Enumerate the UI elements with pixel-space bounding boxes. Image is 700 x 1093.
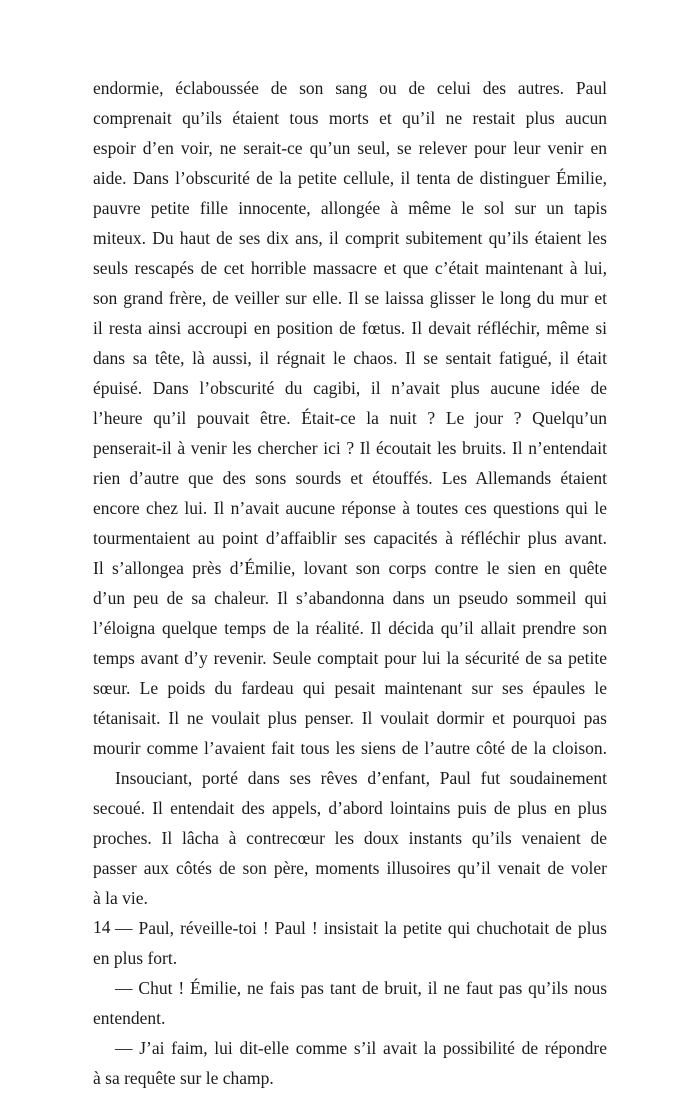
text-line: passer aux côtés de son père, moments illusoires qu’il venait de voler <box>93 858 607 878</box>
text-line: l’heure qu’il pouvait être. Était-ce la nuit ? Le jour ? Quelqu’un <box>93 408 607 428</box>
text-line: à sa requête sur le champ. <box>93 1068 274 1088</box>
page-number: 14 <box>93 917 111 937</box>
text-line: secoué. Il entendait des appels, d’abord lointains puis de plus en plus <box>93 798 607 818</box>
text-line: — Chut ! Émilie, ne fais pas tant de bruit, il ne faut pas qu’ils nous <box>115 978 607 998</box>
body-text <box>93 73 607 1093</box>
text-line: son grand frère, de veiller sur elle. Il se laissa glisser le long du mur et <box>93 288 607 308</box>
text-line: Insouciant, porté dans ses rêves d’enfant, Paul fut soudainement <box>115 768 607 788</box>
text-line: espoir d’en voir, ne serait-ce qu’un seul, se relever pour leur venir en <box>93 138 607 158</box>
text-line: entendent. <box>93 1008 166 1028</box>
text-line: — Paul, réveille-toi ! Paul ! insistait la petite qui chuchotait de plus <box>115 918 607 938</box>
text-line: Il s’allongea près d’Émilie, lovant son corps contre le sien en quête <box>93 558 607 578</box>
text-line: rien d’autre que des sons sourds et étouffés. Les Allemands étaient <box>93 468 607 488</box>
text-line: encore chez lui. Il n’avait aucune réponse à toutes ces questions qui le <box>93 498 607 518</box>
text-line: temps avant d’y revenir. Seule comptait pour lui la sécurité de sa petite <box>93 648 607 668</box>
text-line: l’éloigna quelque temps de la réalité. Il décida qu’il allait prendre son <box>93 618 607 638</box>
text-line: penserait-il à venir les chercher ici ? Il écoutait les bruits. Il n’entendait <box>93 438 607 458</box>
text-line: miteux. Du haut de ses dix ans, il comprit subitement qu’ils étaient les <box>93 228 607 248</box>
text-line: — J’ai faim, lui dit-elle comme s’il avait la possibilité de répondre <box>115 1038 607 1058</box>
text-line: comprenait qu’ils étaient tous morts et qu’il ne restait plus aucun <box>93 108 607 128</box>
text-line: tétanisait. Il ne voulait plus penser. Il voulait dormir et pourquoi pas <box>93 708 607 728</box>
text-line: épuisé. Dans l’obscurité du cagibi, il n’avait plus aucune idée de <box>93 378 607 398</box>
text-line: à la vie. <box>93 888 148 908</box>
text-line: en plus fort. <box>93 948 178 968</box>
text-line: pauvre petite fille innocente, allongée à même le sol sur un tapis <box>93 198 607 218</box>
text-line: proches. Il lâcha à contrecœur les doux instants qu’ils venaient de <box>93 828 607 848</box>
text-line: sœur. Le poids du fardeau qui pesait maintenant sur ses épaules le <box>93 678 607 698</box>
text-line: d’un peu de sa chaleur. Il s’abandonna dans un pseudo sommeil qui <box>93 588 607 608</box>
text-line: endormie, éclaboussée de son sang ou de celui des autres. Paul <box>93 78 607 98</box>
text-line: il resta ainsi accroupi en position de fœtus. Il devait réfléchir, même si <box>93 318 607 338</box>
text-line: aide. Dans l’obscurité de la petite cellule, il tenta de distinguer Émilie, <box>93 168 607 188</box>
text-line: seuls rescapés de cet horrible massacre et que c’était maintenant à lui, <box>93 258 607 278</box>
text-line: dans sa tête, là aussi, il régnait le chaos. Il se sentait fatigué, il était <box>93 348 607 368</box>
text-line: tourmentaient au point d’affaiblir ses capacités à réfléchir plus avant. <box>93 528 607 548</box>
text-line: mourir comme l’avaient fait tous les siens de l’autre côté de la cloison. <box>93 738 607 758</box>
